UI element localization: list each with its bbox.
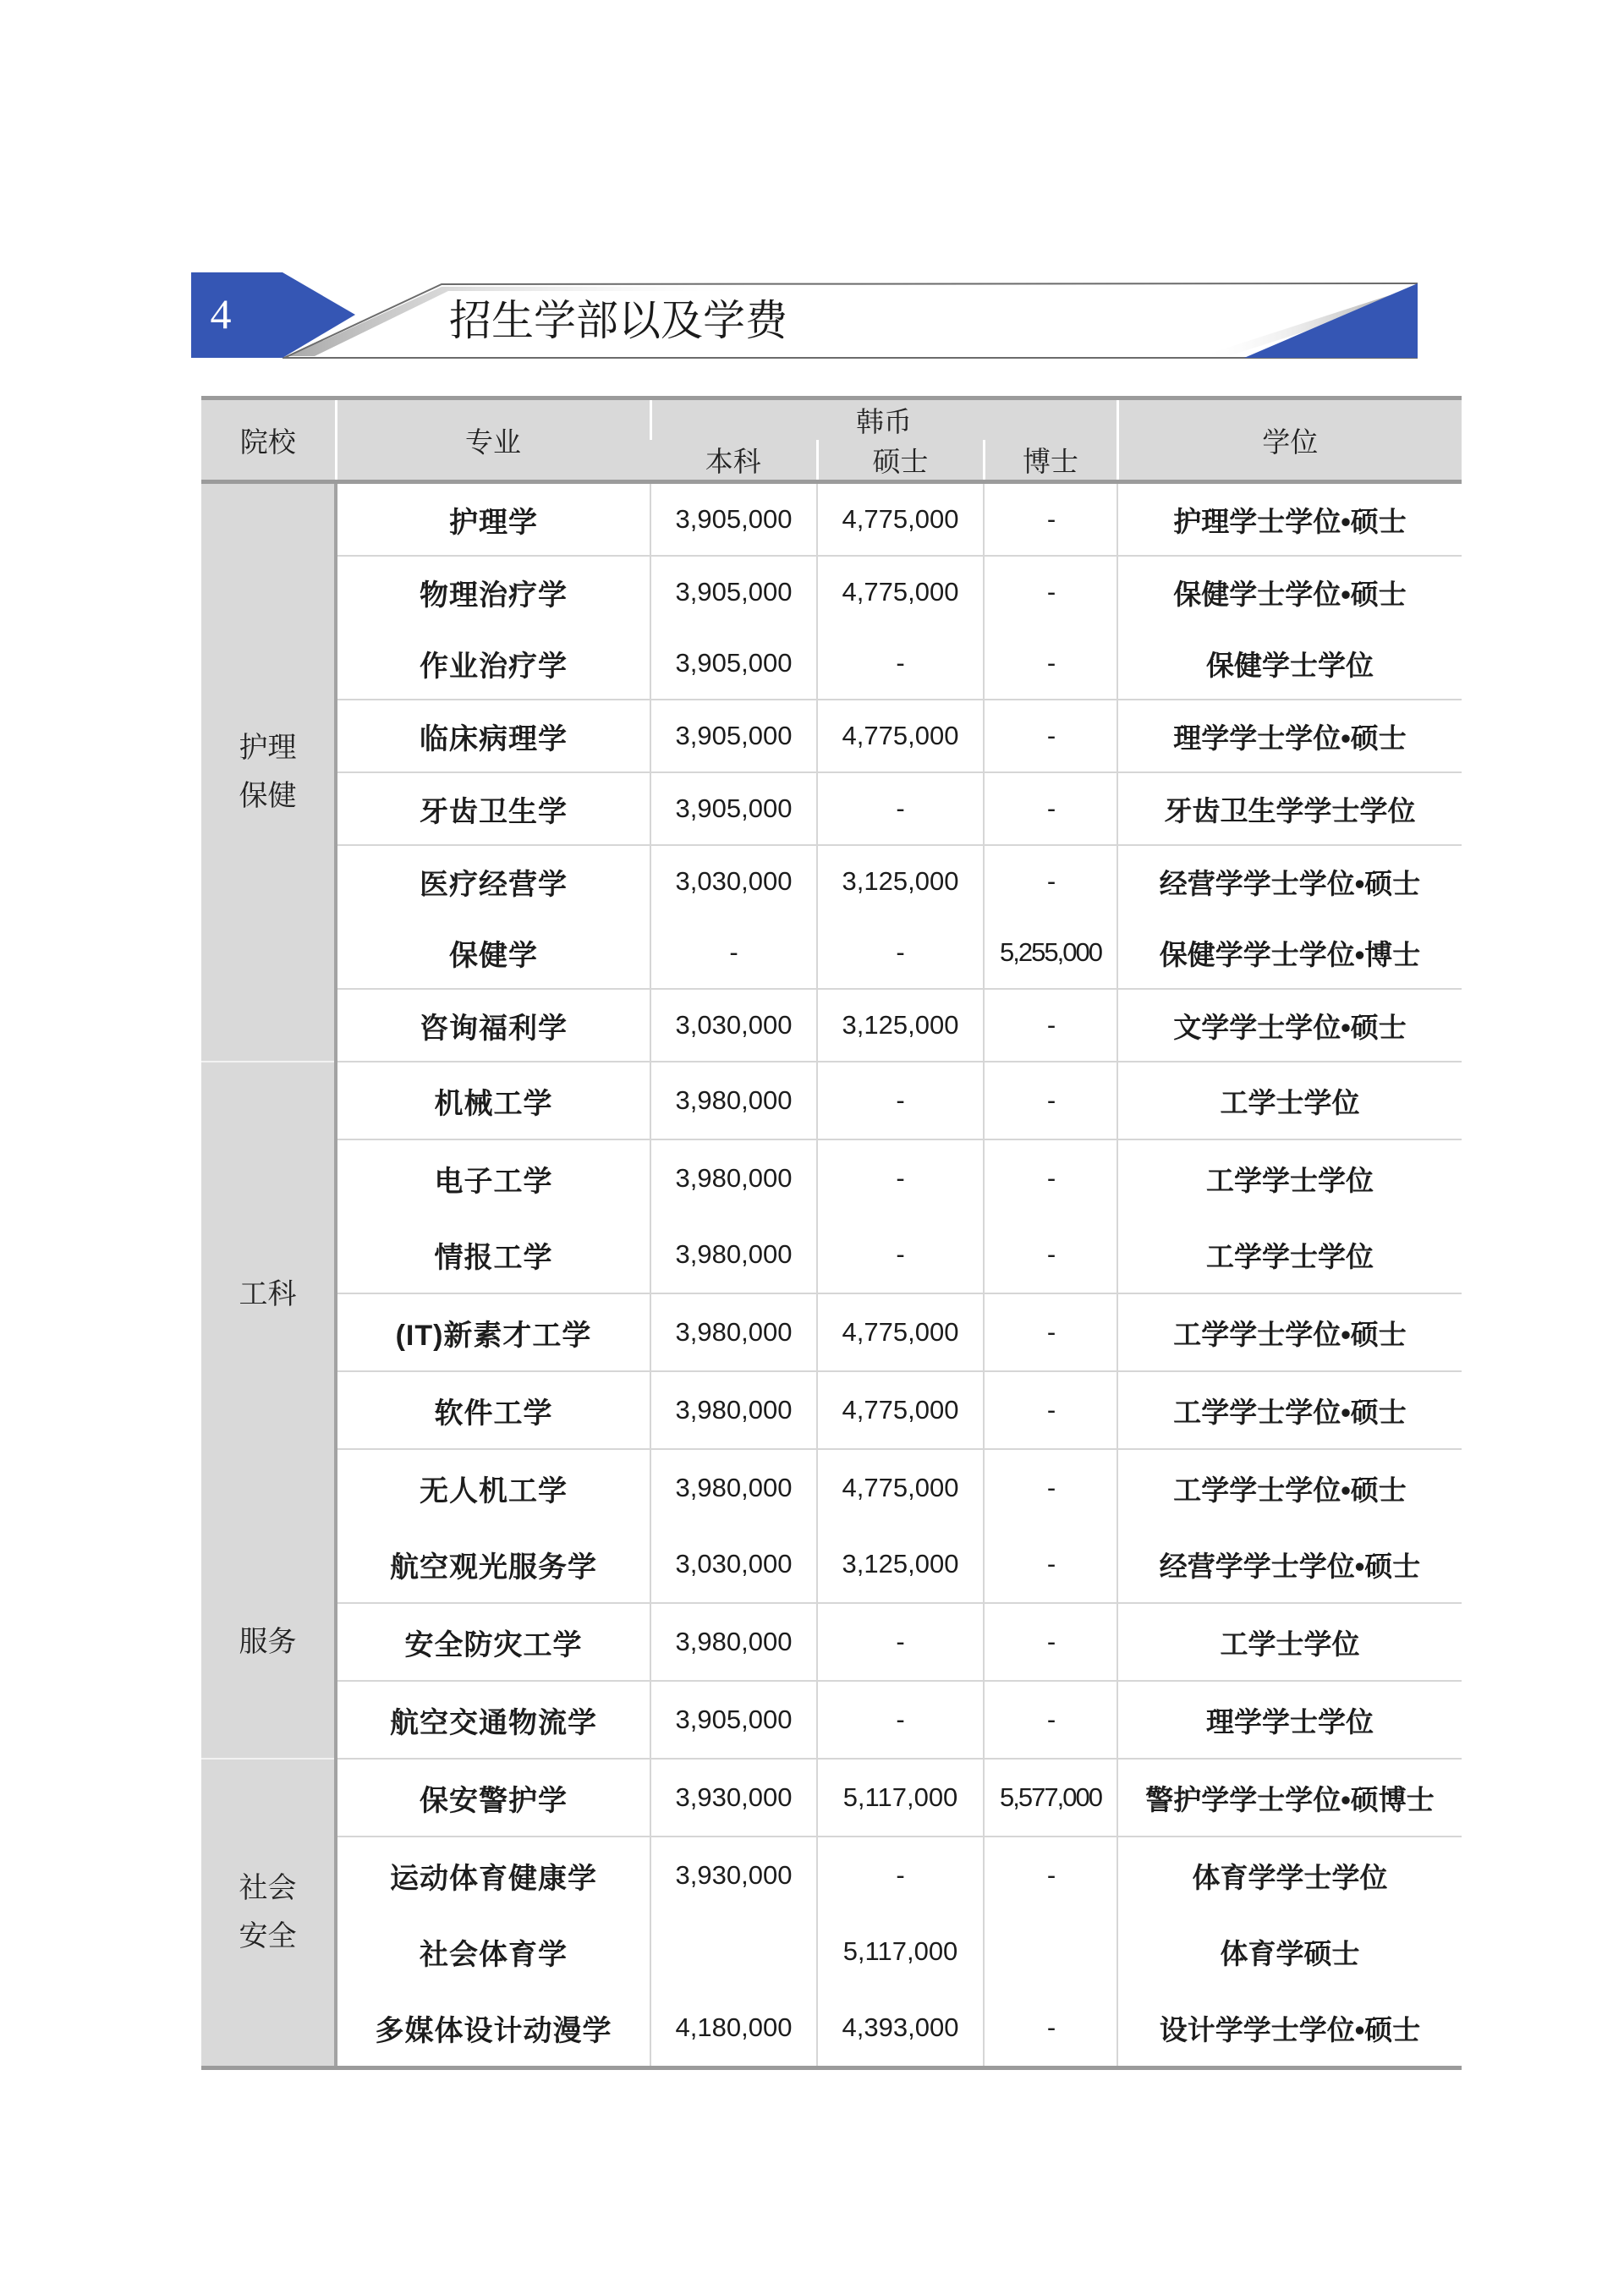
header-master: 硕士 [817, 440, 984, 482]
doctor-fee: - [984, 1371, 1117, 1449]
master-fee: - [817, 917, 984, 989]
doctor-fee: - [984, 1216, 1117, 1293]
doctor-fee: - [984, 1837, 1117, 1913]
degree: 文学学士学位•硕士 [1117, 989, 1462, 1062]
major-name: 航空交通物流学 [336, 1681, 650, 1759]
major-name: 保健学 [336, 917, 650, 989]
header-degree: 学位 [1117, 398, 1462, 482]
doctor-fee: - [984, 700, 1117, 772]
table-row [201, 1681, 1462, 1759]
major-name: 临床病理学 [336, 700, 650, 772]
master-fee: 5,117,000 [817, 1913, 984, 1990]
header-major: 专业 [336, 398, 650, 482]
doctor-fee: - [984, 628, 1117, 700]
degree: 设计学学士学位•硕士 [1117, 1990, 1462, 2068]
school-label: 保健 [239, 780, 297, 812]
degree: 工学学士学位 [1117, 1216, 1462, 1293]
bachelor-fee: 3,905,000 [650, 556, 817, 628]
doctor-fee: - [984, 1139, 1117, 1216]
master-fee: 3,125,000 [817, 1526, 984, 1603]
table-row [201, 1913, 1462, 1990]
school-label: 工科 [239, 1277, 297, 1310]
degree: 经营学学士学位•硕士 [1117, 1526, 1462, 1603]
degree: 工学学士学位 [1117, 1139, 1462, 1216]
master-fee: 4,775,000 [817, 1371, 984, 1449]
master-fee: 4,775,000 [817, 1293, 984, 1371]
doctor-fee: - [984, 1449, 1117, 1526]
master-fee: - [817, 1062, 984, 1139]
master-fee: 4,393,000 [817, 1990, 984, 2068]
major-name: 牙齿卫生学 [336, 772, 650, 845]
section-title: 招生学部以及学费 [449, 297, 787, 344]
doctor-fee: - [984, 1990, 1117, 2068]
master-fee: 5,117,000 [817, 1759, 984, 1837]
section-number: 4 [210, 290, 232, 338]
doctor-fee: - [984, 1293, 1117, 1371]
degree: 警护学学士学位•硕博士 [1117, 1759, 1462, 1837]
degree: 工学士学位 [1117, 1603, 1462, 1681]
degree: 体育学学士学位 [1117, 1837, 1462, 1913]
table-row [201, 1990, 1462, 2068]
doctor-fee [984, 1913, 1117, 1990]
degree: 体育学硕士 [1117, 1913, 1462, 1990]
doctor-fee: - [984, 556, 1117, 628]
school-cell [201, 1759, 336, 2068]
major-name: 运动体育健康学 [336, 1837, 650, 1913]
master-fee: - [817, 1681, 984, 1759]
doctor-fee: - [984, 989, 1117, 1062]
bachelor-fee: 4,180,000 [650, 1990, 817, 2068]
table-row [201, 917, 1462, 989]
bachelor-fee: 3,930,000 [650, 1759, 817, 1837]
school-cell [201, 1526, 336, 1759]
doctor-fee: - [984, 1681, 1117, 1759]
major-name: 机械工学 [336, 1062, 650, 1139]
degree: 保健学学士学位•博士 [1117, 917, 1462, 989]
master-fee: 3,125,000 [817, 989, 984, 1062]
table-row [201, 1837, 1462, 1913]
table-row [201, 989, 1462, 1062]
doctor-fee: - [984, 1062, 1117, 1139]
degree: 保健学士学位•硕士 [1117, 556, 1462, 628]
table-row [201, 700, 1462, 772]
bachelor-fee: 3,980,000 [650, 1216, 817, 1293]
bachelor-fee: 3,980,000 [650, 1449, 817, 1526]
degree: 护理学士学位•硕士 [1117, 482, 1462, 557]
school-cell [201, 482, 336, 1062]
doctor-fee: 5,255,000 [984, 917, 1117, 989]
major-name: 软件工学 [336, 1371, 650, 1449]
degree: 工学士学位 [1117, 1062, 1462, 1139]
doctor-fee: - [984, 845, 1117, 917]
bachelor-fee: 3,930,000 [650, 1837, 817, 1913]
tuition-table [201, 396, 1462, 2070]
master-fee: - [817, 628, 984, 700]
school-label: 社会 [239, 1872, 297, 1904]
degree: 工学学士学位•硕士 [1117, 1371, 1462, 1449]
bachelor-fee [650, 1913, 817, 1990]
school-label: 护理 [239, 732, 297, 764]
table-row [201, 772, 1462, 845]
table-row [201, 628, 1462, 700]
master-fee: - [817, 1216, 984, 1293]
table-row [201, 1526, 1462, 1603]
table-row [201, 1293, 1462, 1371]
bachelor-fee: 3,980,000 [650, 1293, 817, 1371]
table-row [201, 845, 1462, 917]
major-name: 社会体育学 [336, 1913, 650, 1990]
banner-blue-triangle [1244, 283, 1418, 358]
master-fee: 4,775,000 [817, 1449, 984, 1526]
major-name: 情报工学 [336, 1216, 650, 1293]
major-name: 多媒体设计动漫学 [336, 1990, 650, 2068]
major-name: 医疗经营学 [336, 845, 650, 917]
school-label: 服务 [239, 1625, 297, 1658]
master-fee: 3,125,000 [817, 845, 984, 917]
degree: 工学学士学位•硕士 [1117, 1449, 1462, 1526]
bachelor-fee: 3,905,000 [650, 482, 817, 557]
major-name: 安全防灾工学 [336, 1603, 650, 1681]
master-fee: 4,775,000 [817, 556, 984, 628]
degree: 保健学士学位 [1117, 628, 1462, 700]
master-fee: - [817, 1603, 984, 1681]
major-name: 作业治疗学 [336, 628, 650, 700]
doctor-fee: - [984, 1526, 1117, 1603]
master-fee: 4,775,000 [817, 482, 984, 557]
bachelor-fee: 3,030,000 [650, 845, 817, 917]
header-doctor: 博士 [984, 440, 1117, 482]
table-row [201, 482, 1462, 557]
table-row [201, 1139, 1462, 1216]
doctor-fee: - [984, 1603, 1117, 1681]
table-row [201, 1371, 1462, 1449]
major-name: 物理治疗学 [336, 556, 650, 628]
bachelor-fee: 3,980,000 [650, 1062, 817, 1139]
degree: 理学学士学位•硕士 [1117, 700, 1462, 772]
doctor-fee: 5,577,000 [984, 1759, 1117, 1837]
doctor-fee: - [984, 772, 1117, 845]
table-row [201, 1603, 1462, 1681]
bachelor-fee: 3,905,000 [650, 772, 817, 845]
master-fee: - [817, 1837, 984, 1913]
bachelor-fee: 3,905,000 [650, 700, 817, 772]
major-name: 保安警护学 [336, 1759, 650, 1837]
table-row [201, 1216, 1462, 1293]
school-label: 安全 [239, 1920, 297, 1952]
school-cell [201, 1062, 336, 1526]
table-row [201, 1759, 1462, 1837]
major-name: 咨询福利学 [336, 989, 650, 1062]
degree: 牙齿卫生学学士学位 [1117, 772, 1462, 845]
major-name: 电子工学 [336, 1139, 650, 1216]
master-fee: - [817, 1139, 984, 1216]
degree: 理学学士学位 [1117, 1681, 1462, 1759]
header-school: 院校 [201, 398, 336, 482]
header-currency: 韩币 [650, 398, 1117, 441]
major-name: 无人机工学 [336, 1449, 650, 1526]
major-name: 护理学 [336, 482, 650, 557]
header-bachelor: 本科 [650, 440, 817, 482]
master-fee: - [817, 772, 984, 845]
bachelor-fee: 3,905,000 [650, 1681, 817, 1759]
bachelor-fee: 3,030,000 [650, 1526, 817, 1603]
master-fee: 4,775,000 [817, 700, 984, 772]
bachelor-fee: 3,980,000 [650, 1371, 817, 1449]
table-row [201, 556, 1462, 628]
table-row [201, 1449, 1462, 1526]
degree: 工学学士学位•硕士 [1117, 1293, 1462, 1371]
bachelor-fee: 3,980,000 [650, 1139, 817, 1216]
major-name: (IT)新素才工学 [336, 1293, 650, 1371]
table-header-row [201, 398, 1462, 441]
bachelor-fee: 3,905,000 [650, 628, 817, 700]
bachelor-fee: - [650, 917, 817, 989]
bachelor-fee: 3,980,000 [650, 1603, 817, 1681]
major-name: 航空观光服务学 [336, 1526, 650, 1603]
degree: 经营学学士学位•硕士 [1117, 845, 1462, 917]
doctor-fee: - [984, 482, 1117, 557]
bachelor-fee: 3,030,000 [650, 989, 817, 1062]
table-row [201, 1062, 1462, 1139]
